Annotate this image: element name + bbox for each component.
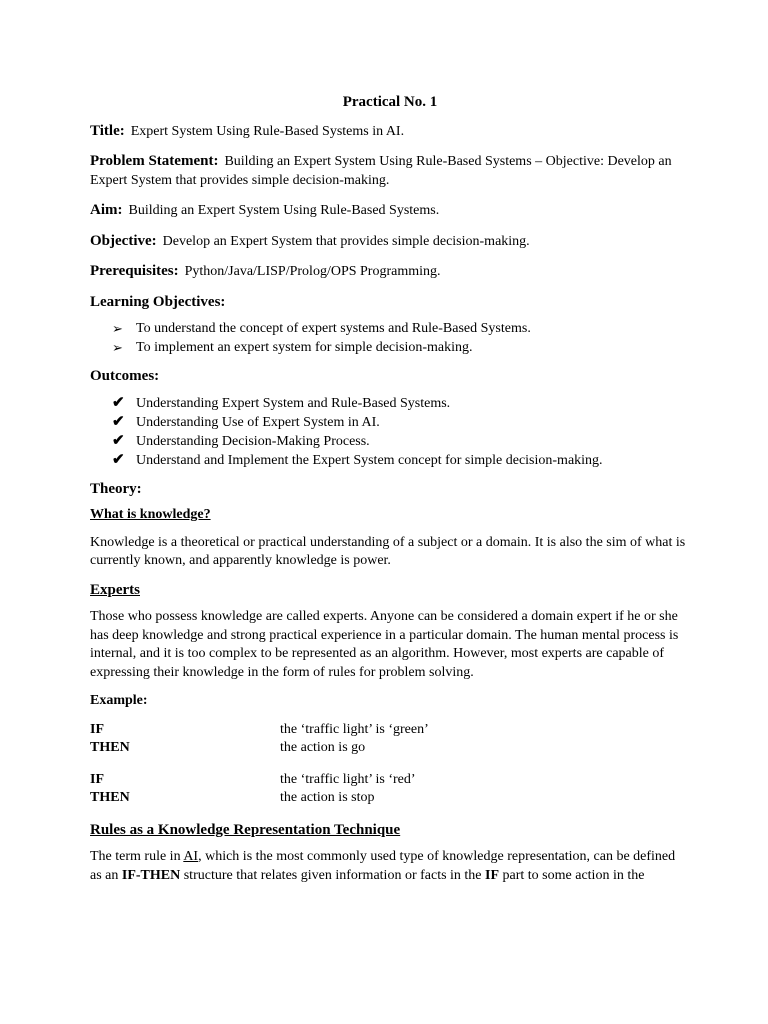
experts-paragraph: Those who possess knowledge are called experts. Anyone can be considered a domain expert if he or she has deep knowledge and strong practical experience in a particular domain. The human mental process is internal, and it is too complex to be represented as an algorithm. However, most experts are capable of expressing their knowledge in the form of rules for problem solving. xyxy=(90,609,679,680)
rule-block-green xyxy=(90,721,690,757)
list-item xyxy=(112,338,690,357)
rule-if-row xyxy=(90,721,690,739)
rule-then-row xyxy=(90,739,690,757)
list-item xyxy=(112,451,690,470)
problem-statement-value: Building an Expert System Using Rule-Based Systems – Objective: Develop an Expert System that provides simple decision-making. xyxy=(90,154,672,188)
problem-statement-label: Problem Statement: xyxy=(90,153,219,169)
checkmark-icon: ✔ xyxy=(112,413,125,430)
prerequisites-label: Prerequisites: xyxy=(90,263,179,279)
list-item xyxy=(112,319,690,338)
title-label: Title: xyxy=(90,122,125,139)
objective-field xyxy=(90,232,690,252)
list-item-text: Understanding Use of Expert System in AI. xyxy=(136,414,380,430)
theory-heading: Theory: xyxy=(90,480,142,497)
example-label: Example: xyxy=(90,693,148,708)
outcomes-heading: Outcomes: xyxy=(90,368,160,384)
title-field xyxy=(90,122,690,142)
list-item xyxy=(112,432,690,451)
aim-field xyxy=(90,201,690,221)
rules-text-part3: structure that relates given information or facts in the xyxy=(180,867,486,883)
arrow-bullet-icon: ➢ xyxy=(112,321,123,336)
rules-subheading: Rules as a Knowledge Representation Technique xyxy=(90,821,401,838)
checkmark-icon: ✔ xyxy=(112,432,125,449)
rules-text-part1: The term rule in xyxy=(90,849,184,864)
aim-label: Aim: xyxy=(90,202,123,218)
objective-label: Objective: xyxy=(90,232,157,249)
learning-objectives-heading: Learning Objectives: xyxy=(90,293,226,310)
aim-value: Building an Expert System Using Rule-Based Systems. xyxy=(128,203,440,218)
page-title: Practical No. 1 xyxy=(342,94,438,110)
objective-value: Develop an Expert System that provides simple decision-making. xyxy=(162,233,530,249)
rule-block-red xyxy=(90,771,690,807)
outcomes-list xyxy=(90,394,690,470)
rules-text-part2: , which is the most commonly used type of knowledge representation, can be defined as an xyxy=(90,849,676,883)
then-keyword: THEN xyxy=(90,739,130,755)
list-item xyxy=(112,413,690,432)
arrow-bullet-icon: ➢ xyxy=(112,340,123,355)
if-condition: the ‘traffic light’ is ‘red’ xyxy=(280,771,416,787)
rule-if-row xyxy=(90,771,690,789)
experts-subheading: Experts xyxy=(90,581,140,598)
if-keyword: IF xyxy=(90,771,104,787)
then-action: the action is stop xyxy=(280,789,375,805)
list-item xyxy=(112,394,690,413)
if-then-term: IF-THEN xyxy=(121,867,181,883)
rules-paragraph xyxy=(90,848,690,885)
list-item-text: To understand the concept of expert systems and Rule-Based Systems. xyxy=(136,321,531,336)
problem-statement-field xyxy=(90,152,690,190)
checkmark-icon: ✔ xyxy=(112,451,125,468)
checkmark-icon: ✔ xyxy=(112,394,125,411)
then-action: the action is go xyxy=(280,739,366,755)
list-item-text: Understand and Implement the Expert System concept for simple decision-making. xyxy=(136,452,603,468)
knowledge-paragraph: Knowledge is a theoretical or practical understanding of a subject or a domain. It is also the sim of what is currently known, and apparently knowledge is power. xyxy=(90,534,686,568)
rule-then-row xyxy=(90,789,690,807)
document-page xyxy=(90,93,690,895)
learning-objectives-list xyxy=(90,319,690,357)
list-item-text: Understanding Decision-Making Process. xyxy=(136,433,370,449)
knowledge-subheading: What is knowledge? xyxy=(90,507,211,522)
rules-text-part4: part to some action in the xyxy=(499,867,645,883)
prerequisites-field xyxy=(90,262,690,282)
list-item-text: Understanding Expert System and Rule-Based Systems. xyxy=(136,395,451,411)
list-item-text: To implement an expert system for simple decision-making. xyxy=(136,340,473,355)
title-value: Expert System Using Rule-Based Systems in AI. xyxy=(130,123,405,139)
ai-link[interactable]: AI xyxy=(183,849,199,864)
then-keyword: THEN xyxy=(90,789,130,805)
if-term: IF xyxy=(485,867,500,883)
if-condition: the ‘traffic light’ is ‘green’ xyxy=(280,721,429,737)
if-keyword: IF xyxy=(90,721,104,737)
prerequisites-value: Python/Java/LISP/Prolog/OPS Programming. xyxy=(184,264,441,279)
